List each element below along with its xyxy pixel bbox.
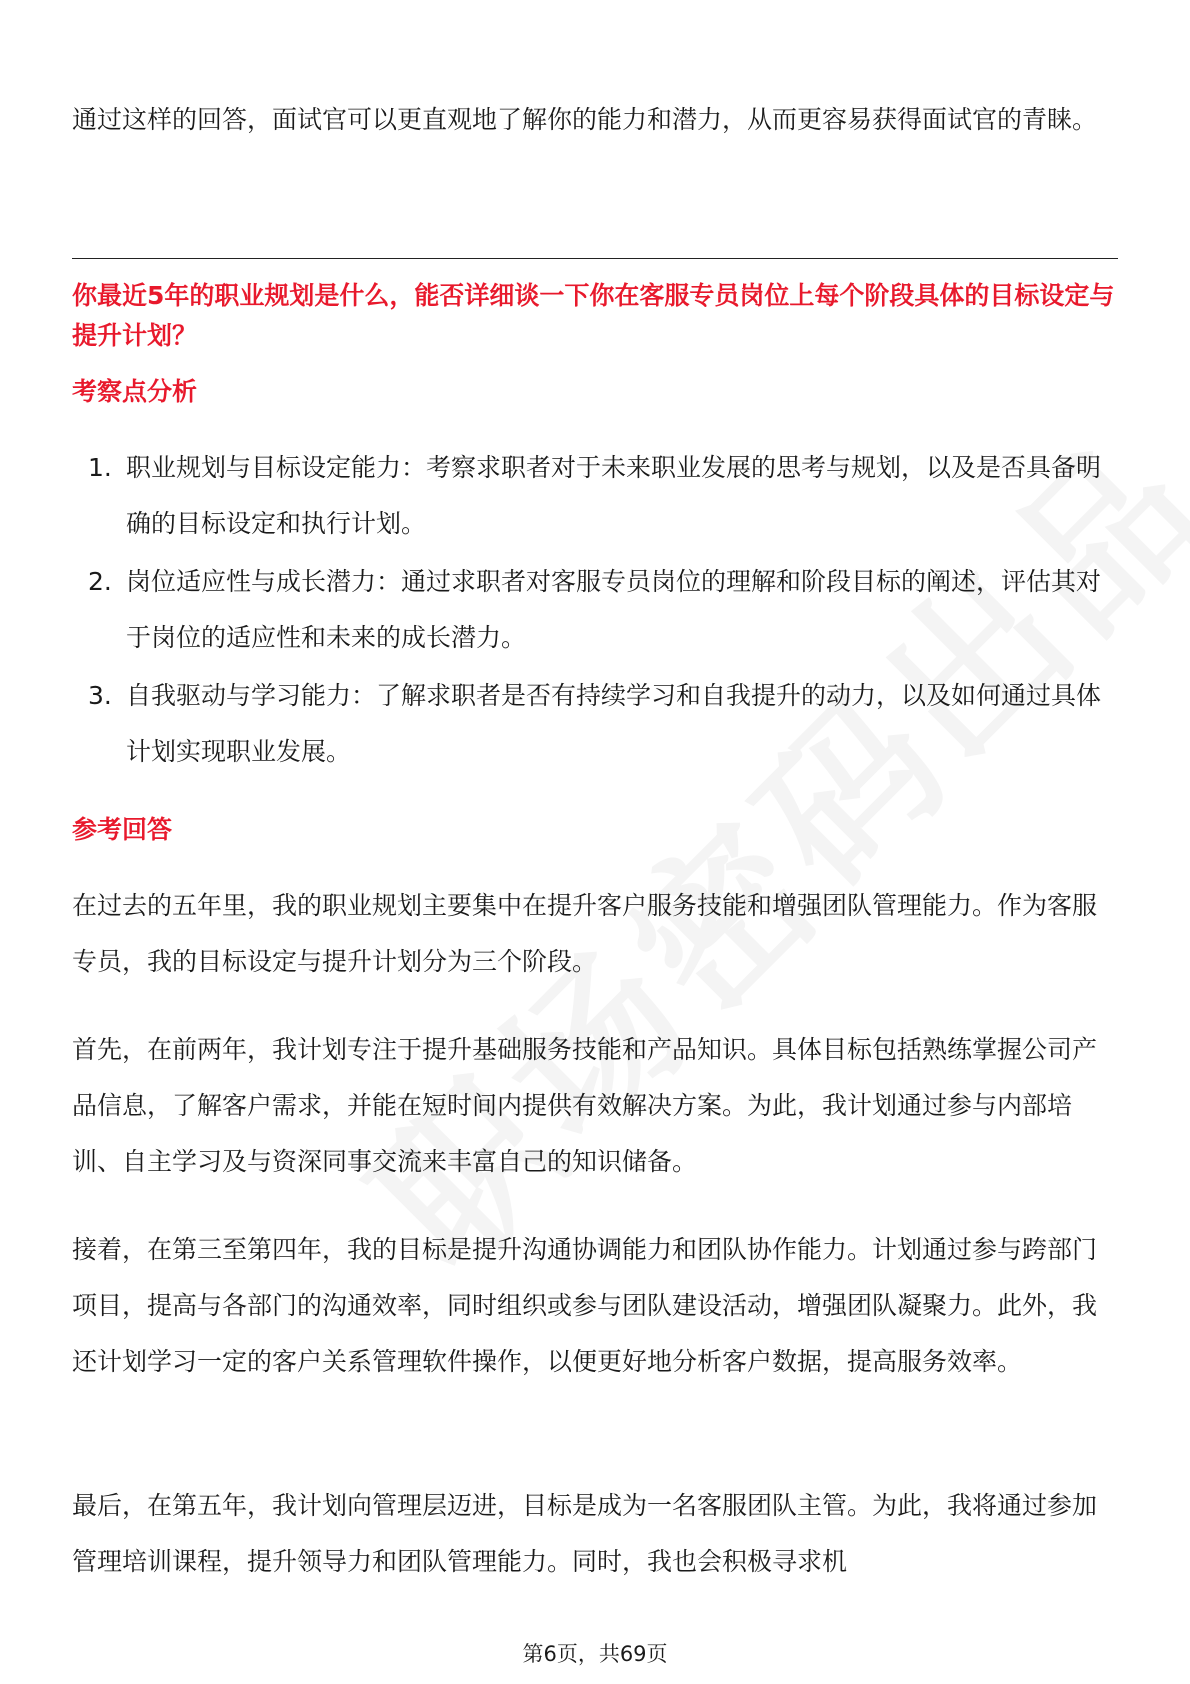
point-text: 职业规划与目标设定能力：考察求职者对于未来职业发展的思考与规划，以及是否具备明确的目标设定和执行计划。 [126,453,1102,538]
answer-title: 参考回答 [72,815,173,844]
page-number-footer: 第6页，共69页 [522,1642,668,1666]
analysis-points [72,440,1118,782]
answer-paragraph: 接着，在第三至第四年，我的目标是提升沟通协调能力和团队协作能力。计划通过参与跨部门项目，提高与各部门的沟通效率，同时组织或参与团队建设活动，增强团队凝聚力。此外，我还计划学习一定的客户关系管理软件操作，以便更好地分析客户数据，提高服务效率。 [72,1235,1098,1376]
point-text: 自我驱动与学习能力：了解求职者是否有持续学习和自我提升的动力，以及如何通过具体计划实现职业发展。 [126,681,1102,766]
analysis-point [72,668,1118,780]
question-heading: 你最近5年的职业规划是什么，能否详细谈一下你在客服专员岗位上每个阶段具体的目标设定与提升计划？ [72,281,1115,350]
analysis-title: 考察点分析 [72,377,198,406]
analysis-point [72,440,1118,552]
point-number: 2. [88,567,112,596]
section-divider [72,258,1118,259]
answer-paragraph: 最后，在第五年，我计划向管理层迈进，目标是成为一名客服团队主管。为此，我将通过参加管理培训课程，提升领导力和团队管理能力。同时，我也会积极寻求机 [72,1491,1098,1576]
point-number: 3. [88,681,112,710]
answer-paragraph: 在过去的五年里，我的职业规划主要集中在提升客户服务技能和增强团队管理能力。作为客服专员，我的目标设定与提升计划分为三个阶段。 [72,891,1098,976]
point-number: 1. [88,453,112,482]
analysis-point [72,554,1118,666]
point-text: 岗位适应性与成长潜力：通过求职者对客服专员岗位的理解和阶段目标的阐述，评估其对于岗位的适应性和未来的成长潜力。 [126,567,1102,652]
intro-paragraph: 通过这样的回答，面试官可以更直观地了解你的能力和潜力，从而更容易获得面试官的青睐。 [72,105,1098,134]
answer-paragraph: 首先，在前两年，我计划专注于提升基础服务技能和产品知识。具体目标包括熟练掌握公司产品信息，了解客户需求，并能在短时间内提供有效解决方案。为此，我计划通过参与内部培训、自主学习及与资深同事交流来丰富自己的知识储备。 [72,1035,1098,1176]
